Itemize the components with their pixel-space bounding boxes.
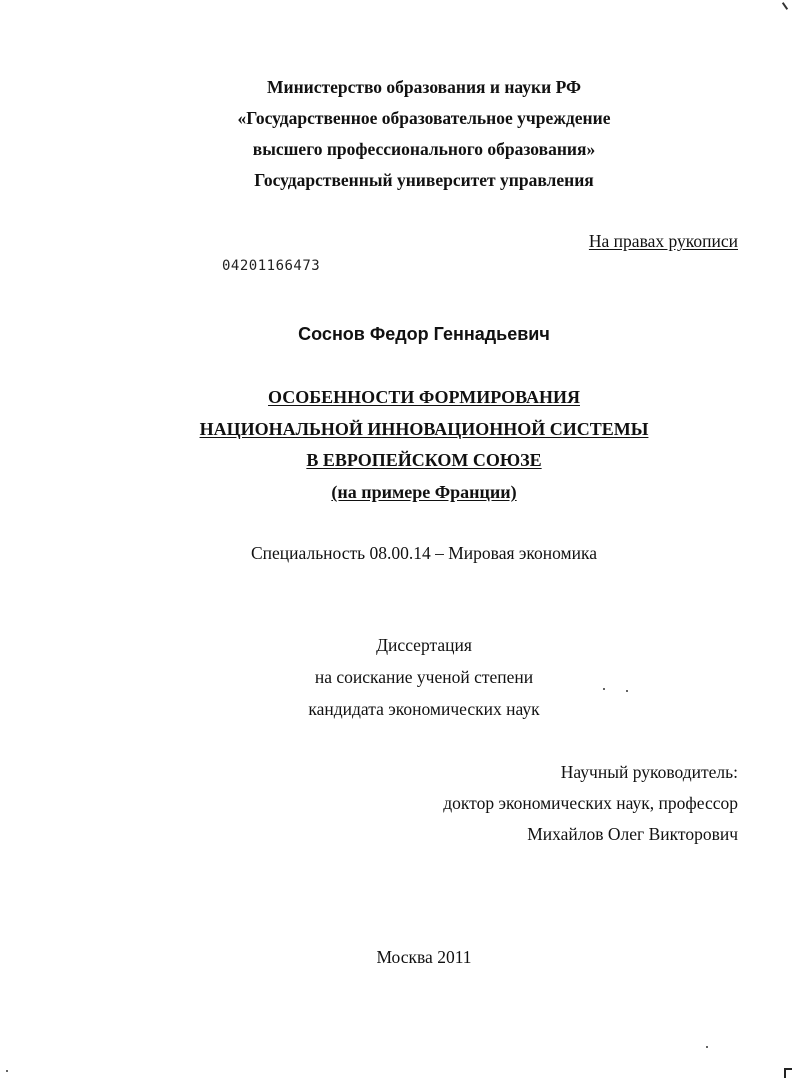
scan-speck [706, 1046, 708, 1048]
degree-line-3: кандидата экономических наук [308, 699, 540, 719]
scan-speck [603, 688, 605, 690]
title-line-1: ОСОБЕННОСТИ ФОРМИРОВАНИЯ [268, 387, 580, 407]
scan-mark-top [782, 2, 788, 10]
title-line-3: В ЕВРОПЕЙСКОМ СОЮЗЕ [306, 450, 542, 470]
advisor-name: Михайлов Олег Викторович [527, 824, 738, 844]
author-name: Соснов Федор Геннадьевич [298, 324, 550, 344]
university-line: Государственный университет управления [254, 170, 594, 190]
scan-mark-bottom-stem [784, 1068, 786, 1078]
degree-line-2: на соискание ученой степени [314, 667, 534, 687]
ministry-line: Министерство образования и науки РФ [266, 77, 581, 97]
specialty-line: Специальность 08.00.14 – Мировая экономика [251, 543, 597, 563]
city-year: Москва 2011 [376, 947, 472, 967]
manuscript-note: На правах рукописи [588, 231, 738, 251]
title-subtitle: (на примере Франции) [331, 482, 517, 502]
advisor-credentials: доктор экономических наук, профессор [443, 793, 738, 813]
organization-line-1: «Государственное образовательное учреждение [237, 108, 611, 128]
scan-speck [6, 1070, 8, 1072]
degree-line-1: Диссертация [376, 635, 472, 655]
catalog-number-stamp: 04201166473 [222, 258, 321, 274]
organization-line-2: высшего профессионального образования» [252, 139, 596, 159]
advisor-label: Научный руководитель: [560, 762, 738, 782]
title-line-2: НАЦИОНАЛЬНОЙ ИННОВАЦИОННОЙ СИСТЕМЫ [199, 419, 649, 439]
scan-speck [626, 690, 628, 692]
